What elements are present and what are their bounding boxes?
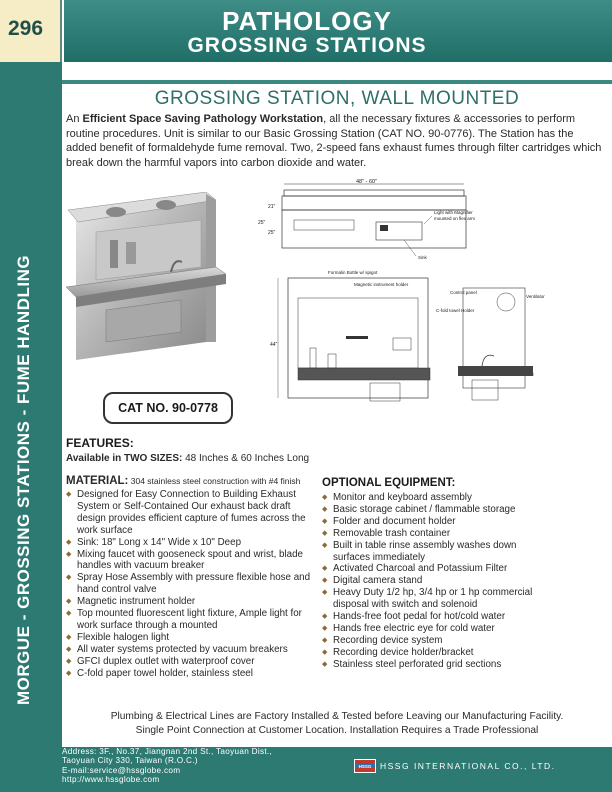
svg-text:HSSG: HSSG	[358, 764, 372, 769]
header-title-line2: GROSSING STATIONS	[187, 34, 427, 57]
installation-note-line2: Single Point Connection at Customer Location. Installation Requires a Trade Professional	[135, 724, 539, 736]
top-rule	[62, 80, 612, 84]
email-link[interactable]: E-mail:service@hssglobe.com	[62, 765, 181, 775]
list-item: ◆ Stainless steel perforated grid sections	[322, 659, 552, 671]
list-item: ◆ Built in table rinse assembly washes down surfaces immediately	[322, 540, 552, 564]
address-line2: Taoyuan City 330, Taiwan (R.O.C.)	[62, 756, 198, 766]
dim-25-label: 25"	[258, 220, 266, 226]
installation-note	[62, 710, 612, 737]
page-number: 296	[8, 17, 44, 40]
list-item: ◆ Hands-free foot pedal for hot/cold water	[322, 611, 552, 623]
list-item: ◆ Folder and document holder	[322, 516, 552, 528]
top-view-drawing	[254, 176, 556, 268]
footer-contact	[62, 747, 362, 785]
list-item: ◆ Hands free electric eye for cold water	[322, 623, 552, 635]
optional-list	[322, 492, 552, 671]
control-panel-label: Control panel	[450, 290, 477, 295]
list-item: ◆ Spray Hose Assembly with pressure flexible hose and hand control valve	[66, 572, 314, 596]
light-note-line1: Light with Magnifier	[434, 210, 473, 215]
list-item: ◆ Recording device system	[322, 635, 552, 647]
optional-heading: OPTIONAL EQUIPMENT:	[322, 477, 456, 489]
magnetic-label: Magnetic instrument holder	[354, 282, 409, 287]
product-photo	[66, 192, 236, 364]
sink-label: Sink	[418, 255, 427, 260]
installation-note-line1: Plumbing & Electrical Lines are Factory Installed & Tested before Leaving our Manufacturing Facility.	[110, 711, 564, 722]
sidebar-vertical-text: MORGUE - GROSSING STATIONS - FUME HANDLING	[14, 254, 33, 705]
address-line1: Address: 3F., No.37, Jiangnan 2nd St., Taoyuan Dist.,	[62, 747, 273, 756]
material-line: MATERIAL: 304 stainless steel construction with #4 finish	[66, 475, 301, 487]
website-link[interactable]: http://www.hssglobe.com	[62, 775, 160, 785]
front-view-drawing	[258, 268, 558, 418]
list-item: ◆ GFCI duplex outlet with waterproof cover	[66, 656, 314, 668]
formalin-label: Formalin Bottle w/ spigot	[328, 270, 378, 275]
list-item: ◆ Activated Charcoal and Potassium Filter	[322, 563, 552, 575]
list-item: ◆ Recording device holder/bracket	[322, 647, 552, 659]
list-item: ◆ Sink: 18" Long x 14" Wide x 10" Deep	[66, 537, 314, 549]
list-item: ◆ All water systems protected by vacuum breakers	[66, 644, 314, 656]
list-item: ◆ Designed for Easy Connection to Building Exhaust System or Self-Contained Our exhaust back draft design provides efficient capture of fumes across the work surface	[66, 489, 314, 537]
list-item: ◆ Flexible halogen light	[66, 632, 314, 644]
list-item: ◆ Top mounted fluorescent light fixture, Ample light for work surface through a mounted	[66, 608, 314, 632]
ventilator-label: Ventilator	[526, 294, 545, 299]
dim-44-label: 44"	[270, 342, 278, 348]
list-item: ◆ C-fold paper towel holder, stainless steel	[66, 668, 314, 680]
list-item: ◆ Removable trash container	[322, 528, 552, 540]
cfold-label: C-fold towel Holder	[436, 308, 475, 313]
catalog-number: CAT NO. 90-0778	[103, 392, 233, 424]
product-title: GROSSING STATION, WALL MOUNTED	[154, 88, 520, 109]
sizes-line: Available in TWO SIZES: 48 Inches & 60 Inches Long	[66, 453, 310, 464]
dim-width-label: 48" - 60"	[356, 179, 378, 185]
list-item: ◆ Digital camera stand	[322, 575, 552, 587]
list-item: ◆ Mixing faucet with gooseneck spout and wrist, blade handles with vacuum breaker	[66, 549, 314, 573]
list-item: ◆ Basic storage cabinet / flammable storage	[322, 504, 552, 516]
company-name: HSSG INTERNATIONAL CO., LTD.	[380, 761, 556, 771]
dim-25b-label: 25"	[268, 230, 276, 236]
light-note-line2: mounted on flex arm	[434, 216, 476, 221]
list-item: ◆ Monitor and keyboard assembly	[322, 492, 552, 504]
dim-21-label: 21"	[268, 204, 276, 210]
features-heading: FEATURES:	[66, 436, 134, 450]
company-logo	[354, 759, 376, 773]
list-item: ◆ Magnetic instrument holder	[66, 596, 314, 608]
header-title-line1: PATHOLOGY	[222, 6, 392, 36]
list-item: ◆ Heavy Duty 1/2 hp, 3/4 hp or 1 hp commercial disposal with switch and solenoid	[322, 587, 552, 611]
product-intro: An Efficient Space Saving Pathology Workstation, all the necessary fixtures & accessories to perform routine procedures. Unit is similar to our Basic Grossing Station (CAT NO. 90-0776). The Station has the added benefit of formaldehyde fume removal. Two, 2-speed fans exhaust fumes through filter cartridges which break down the harmful vapors into carbon dioxide and water.	[66, 113, 602, 169]
features-list	[66, 489, 314, 680]
